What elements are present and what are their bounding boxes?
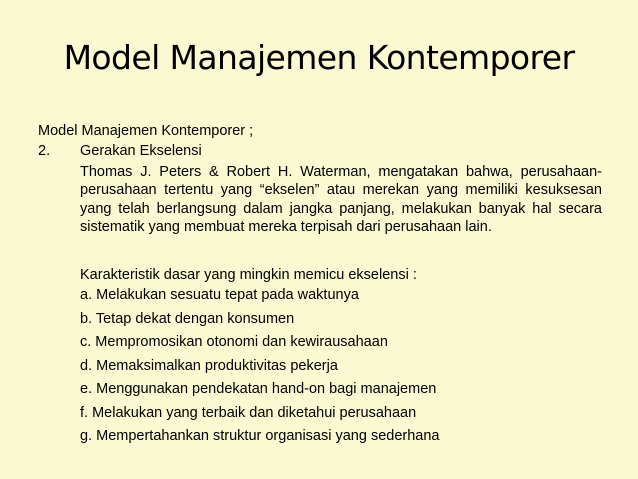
slide-title: Model Manajemen Kontemporer — [63, 38, 575, 77]
characteristics-list — [80, 286, 439, 451]
section-number: 2. — [38, 143, 51, 159]
section-heading: Gerakan Ekselensi — [80, 143, 202, 159]
list-item: f. Melakukan yang terbaik dan diketahui perusahaan — [80, 404, 417, 421]
section-paragraph: Thomas J. Peters & Robert H. Waterman, mengatakan bahwa, perusahaan-perusahaan tertentu yang “ekselen” atau merekan yang memiliki kesuksesan yang telah berlangsung dalam jangka panjang, melakukan banyak hal secara sistematik yang membuat mereka terpisah dari perusahaan lain. — [80, 164, 602, 235]
list-item: d. Memaksimalkan produktivitas pekerja — [80, 357, 338, 374]
list-item: a. Melakukan sesuatu tepat pada waktunya — [80, 287, 359, 303]
list-item: e. Menggunakan pendekatan hand-on bagi manajemen — [80, 381, 437, 397]
characteristics-intro: Karakteristik dasar yang mingkin memicu ekselensi : — [80, 267, 417, 283]
intro-text: Model Manajemen Kontemporer ; — [38, 123, 254, 139]
list-item: g. Mempertahankan struktur organisasi yang sederhana — [80, 428, 440, 444]
list-item: b. Tetap dekat dengan konsumen — [80, 310, 295, 327]
list-item: c. Mempromosikan otonomi dan kewirausahaan — [80, 334, 388, 350]
